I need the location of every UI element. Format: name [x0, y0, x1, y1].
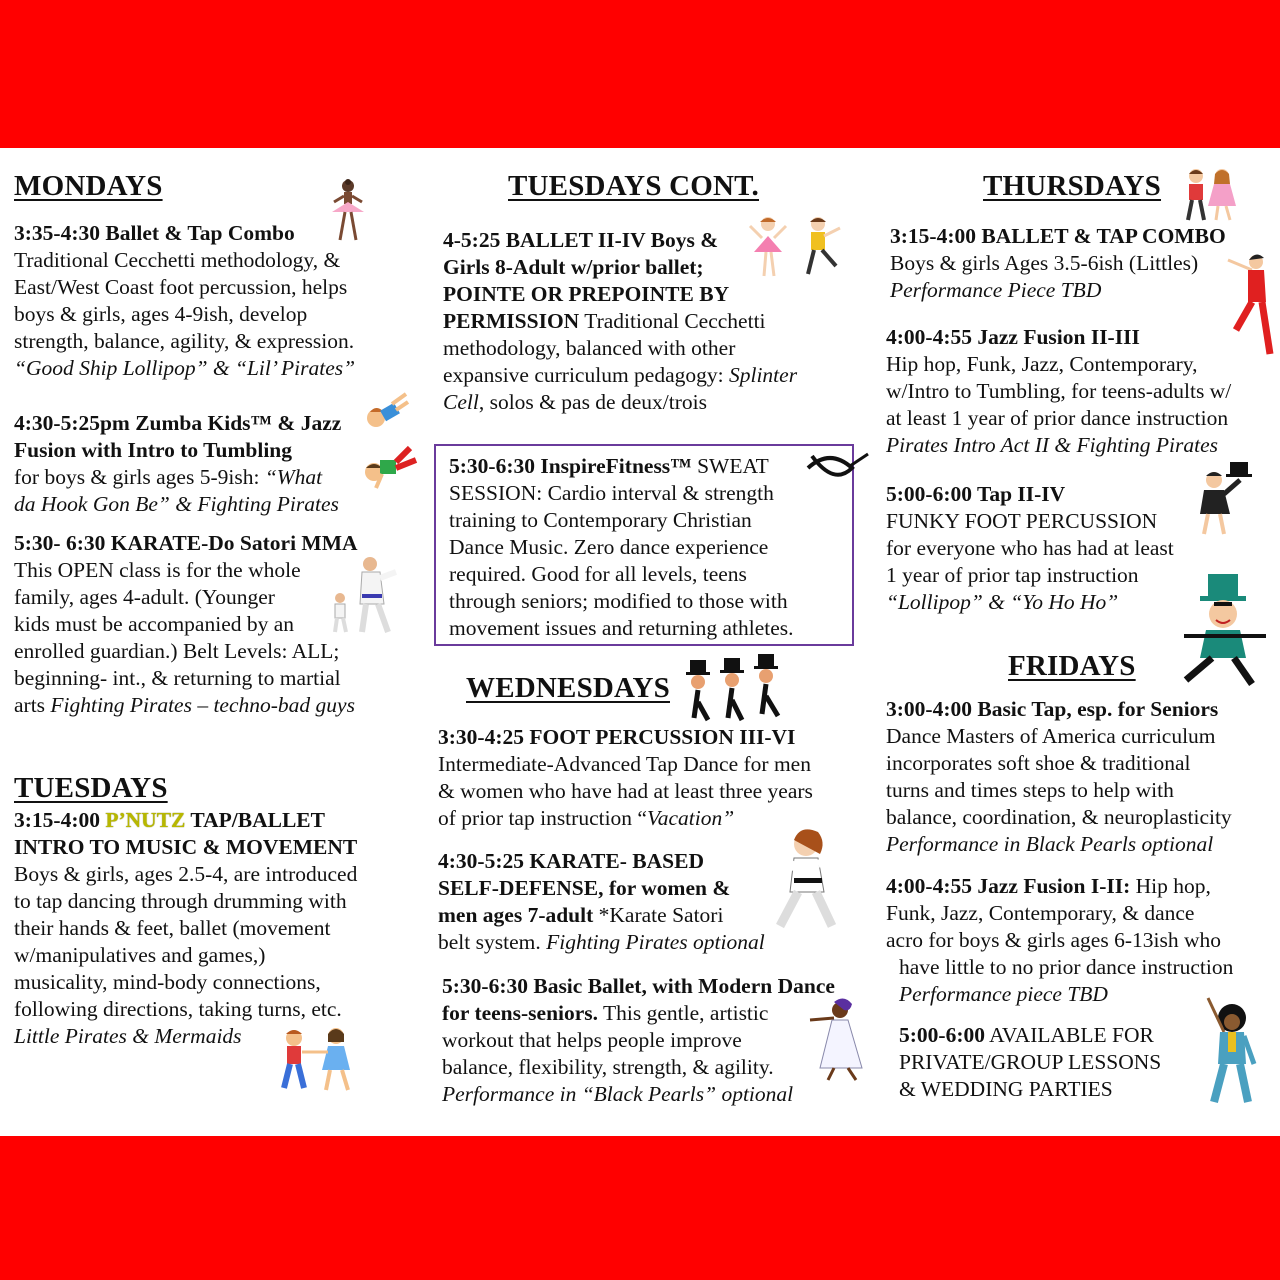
class-desc: This OPEN class is for the whole	[14, 558, 301, 582]
thursday-class-tap	[886, 481, 1174, 616]
class-performance: Performance piece TBD	[899, 982, 1108, 1006]
top-hat-man-icon	[1176, 572, 1272, 688]
class-title: PERMISSION	[443, 309, 580, 333]
monday-class-karate	[14, 530, 358, 719]
pnutz-logo-text: P’NUTZ	[105, 808, 186, 832]
heading-fridays: FRIDAYS	[1008, 650, 1136, 682]
class-title: 5:30-6:30 Basic Ballet, with Modern Dance	[442, 974, 835, 998]
class-desc: strength, balance, agility, & expression.	[14, 329, 355, 353]
class-title: 4:00-4:55 Jazz Fusion I-II:	[886, 874, 1131, 898]
friday-class-jazz-fusion	[886, 873, 1233, 1008]
class-performance: Vacation”	[646, 806, 735, 830]
class-desc: workout that helps people improve	[442, 1028, 742, 1052]
ballerina-icon	[326, 178, 370, 244]
class-desc: & WEDDING PARTIES	[899, 1077, 1113, 1101]
class-performance: Performance in Black Pearls optional	[886, 832, 1214, 856]
class-desc-text: , solos & pas de deux/trois	[478, 390, 707, 414]
class-title: 5:30- 6:30 KARATE-Do Satori MMA	[14, 531, 358, 555]
class-desc: incorporates soft shoe & traditional	[886, 751, 1191, 775]
heading-thursdays: THURSDAYS	[983, 170, 1162, 202]
class-desc: & women who have had at least three years	[438, 779, 813, 803]
class-title: for teens-seniors.	[442, 1001, 599, 1025]
class-desc: balance, flexibility, strength, & agility.	[442, 1055, 774, 1079]
friday-private-lessons	[899, 1022, 1161, 1103]
class-desc-text: Traditional Cecchetti	[579, 309, 766, 333]
modern-dancer-icon	[804, 998, 874, 1082]
thursday-class-jazz-fusion	[886, 324, 1231, 459]
class-desc: musicality, mind-body connections,	[14, 970, 321, 994]
ichthys-fish-icon	[804, 450, 870, 484]
class-title: INTRO TO MUSIC & MOVEMENT	[14, 835, 358, 859]
class-desc: following directions, taking turns, etc.	[14, 997, 342, 1021]
class-desc: kids must be accompanied by an	[14, 612, 295, 636]
class-desc: turns and times steps to help with	[886, 778, 1174, 802]
class-desc: required. Good for all levels, teens	[449, 562, 747, 586]
heading-wednesdays: WEDNESDAYS	[466, 672, 670, 704]
class-title: 3:00-4:00 Basic Tap, esp. for Seniors	[886, 697, 1219, 721]
dancing-kids-icon	[272, 1024, 362, 1096]
class-performance: Performance in “Black Pearls” optional	[442, 1082, 794, 1106]
class-desc-text: SWEAT	[691, 454, 769, 478]
top-hat-dancers-icon	[684, 652, 788, 724]
class-desc: at least 1 year of prior dance instruction	[886, 406, 1229, 430]
class-title: 4-5:25 BALLET II-IV Boys &	[443, 228, 719, 252]
class-title: 3:35-4:30 Ballet & Tap Combo	[14, 221, 295, 245]
breakdance-kid-icon	[358, 438, 420, 490]
dancing-couple-icon	[1180, 166, 1238, 222]
disco-dancer-icon	[1198, 994, 1262, 1106]
class-desc: Funk, Jazz, Contemporary, & dance	[886, 901, 1195, 925]
class-desc: enrolled guardian.) Belt Levels: ALL;	[14, 639, 340, 663]
class-performance: Cell	[443, 390, 479, 414]
class-desc: for everyone who has had at least	[886, 536, 1174, 560]
tuesday-class-pnutz	[14, 807, 357, 1050]
top-red-band	[0, 0, 1280, 148]
class-desc-text: of prior tap instruction “	[438, 806, 647, 830]
class-title: 3:15-4:00 BALLET & TAP COMBO	[890, 224, 1226, 248]
class-desc: FUNKY FOOT PERCUSSION	[886, 509, 1158, 533]
class-desc: Boys & girls Ages 3.5-6ish (Littles)	[890, 251, 1199, 275]
class-title: Fusion with Intro to Tumbling	[14, 438, 293, 462]
class-desc: Traditional Cecchetti methodology, &	[14, 248, 341, 272]
jazz-dancer-icon	[1222, 250, 1278, 358]
class-desc: PRIVATE/GROUP LESSONS	[899, 1050, 1162, 1074]
thursday-class-ballet-tap	[890, 223, 1226, 304]
class-desc: methodology, balanced with other	[443, 336, 736, 360]
class-desc-text: for boys & girls ages 5-9ish:	[14, 465, 265, 489]
class-desc: Dance Masters of America curriculum	[886, 724, 1216, 748]
class-title: TAP/BALLET	[185, 808, 325, 832]
class-title: 3:30-4:25 FOOT PERCUSSION III-VI	[438, 725, 796, 749]
class-desc: family, ages 4-adult. (Younger	[14, 585, 275, 609]
class-desc: 1 year of prior tap instruction	[886, 563, 1139, 587]
class-title: Girls 8-Adult w/prior ballet;	[443, 255, 704, 279]
tumbling-kid-icon	[362, 388, 412, 434]
class-desc: w/manipulatives and games,)	[14, 943, 266, 967]
class-performance: “Lollipop” & “Yo Ho Ho”	[886, 590, 1119, 614]
class-desc-text: This gentle, artistic	[598, 1001, 769, 1025]
class-title: 5:00-6:00 Tap II-IV	[886, 482, 1066, 506]
monday-class-ballet-tap	[14, 220, 355, 382]
heading-mondays: MONDAYS	[14, 170, 163, 202]
class-desc: SESSION: Cardio interval & strength	[449, 481, 774, 505]
heading-tuesdays-cont: TUESDAYS CONT.	[508, 170, 759, 202]
magician-icon	[1190, 458, 1256, 538]
class-performance: Fighting Pirates – techno-bad guys	[50, 693, 355, 717]
class-title: 5:30-6:30 InspireFitness™	[449, 454, 692, 478]
karate-family-icon	[326, 554, 400, 636]
class-title: SELF-DEFENSE, for women &	[438, 876, 731, 900]
class-desc: Dance Music. Zero dance experience	[449, 535, 769, 559]
class-title: 3:15-4:00	[14, 808, 106, 832]
class-desc-text: arts	[14, 693, 51, 717]
class-desc-text: expansive curriculum pedagogy:	[443, 363, 729, 387]
tuesday-class-sweat-session	[449, 453, 794, 642]
class-desc-text: *Karate Satori	[593, 903, 724, 927]
class-desc	[14, 464, 341, 491]
class-desc: movement issues and returning athletes.	[449, 616, 794, 640]
class-title: men ages 7-adult	[438, 903, 594, 927]
class-desc: training to Contemporary Christian	[449, 508, 752, 532]
class-performance: da Hook Gon Be” & Fighting Pirates	[14, 492, 339, 516]
class-performance: Splinter	[728, 363, 798, 387]
class-performance: Performance Piece TBD	[890, 278, 1102, 302]
class-performance: Pirates Intro Act II & Fighting Pirates	[886, 433, 1219, 457]
wednesday-class-basic-ballet	[442, 973, 835, 1108]
wednesday-class-self-defense	[438, 848, 765, 956]
class-title: 5:00-6:00	[899, 1023, 985, 1047]
class-desc: boys & girls, ages 4-9ish, develop	[14, 302, 308, 326]
class-performance: Fighting Pirates optional	[546, 930, 765, 954]
tuesday-class-ballet-ii-iv	[443, 227, 797, 416]
ballet-pair-icon	[746, 212, 846, 280]
class-desc: beginning- int., & returning to martial	[14, 666, 341, 690]
class-desc: Hip hop, Funk, Jazz, Contemporary,	[886, 352, 1198, 376]
karate-woman-icon	[766, 822, 848, 932]
heading-tuesdays: TUESDAYS	[14, 772, 168, 804]
class-performance: Little Pirates & Mermaids	[14, 1024, 242, 1048]
class-performance: “Good Ship Lollipop” & “Lil’ Pirates”	[14, 356, 356, 380]
class-desc: Boys & girls, ages 2.5-4, are introduced	[14, 862, 358, 886]
friday-class-basic-tap	[886, 696, 1232, 858]
class-desc-text: belt system.	[438, 930, 547, 954]
class-desc-text: AVAILABLE FOR	[984, 1023, 1154, 1047]
monday-class-zumba	[14, 410, 341, 518]
class-desc: East/West Coast foot percussion, helps	[14, 275, 348, 299]
class-desc: have little to no prior dance instruction	[899, 955, 1234, 979]
class-title: 4:00-4:55 Jazz Fusion II-III	[886, 325, 1140, 349]
class-desc: acro for boys & girls ages 6-13ish who	[886, 928, 1221, 952]
class-title: 4:30-5:25pm Zumba Kids™ & Jazz	[14, 411, 342, 435]
class-performance: “What	[264, 465, 323, 489]
class-desc: Intermediate-Advanced Tap Dance for men	[438, 752, 811, 776]
class-desc: balance, coordination, & neuroplasticity	[886, 805, 1232, 829]
class-title: 4:30-5:25 KARATE- BASED	[438, 849, 704, 873]
class-desc: their hands & feet, ballet (movement	[14, 916, 331, 940]
class-desc-text: Hip hop,	[1130, 874, 1211, 898]
bottom-red-band	[0, 1136, 1280, 1280]
class-desc: through seniors; modified to those with	[449, 589, 788, 613]
wednesday-class-foot-percussion	[438, 724, 813, 832]
class-title: POINTE OR PREPOINTE BY	[443, 282, 730, 306]
class-desc: to tap dancing through drumming with	[14, 889, 347, 913]
class-desc: w/Intro to Tumbling, for teens-adults w/	[886, 379, 1232, 403]
